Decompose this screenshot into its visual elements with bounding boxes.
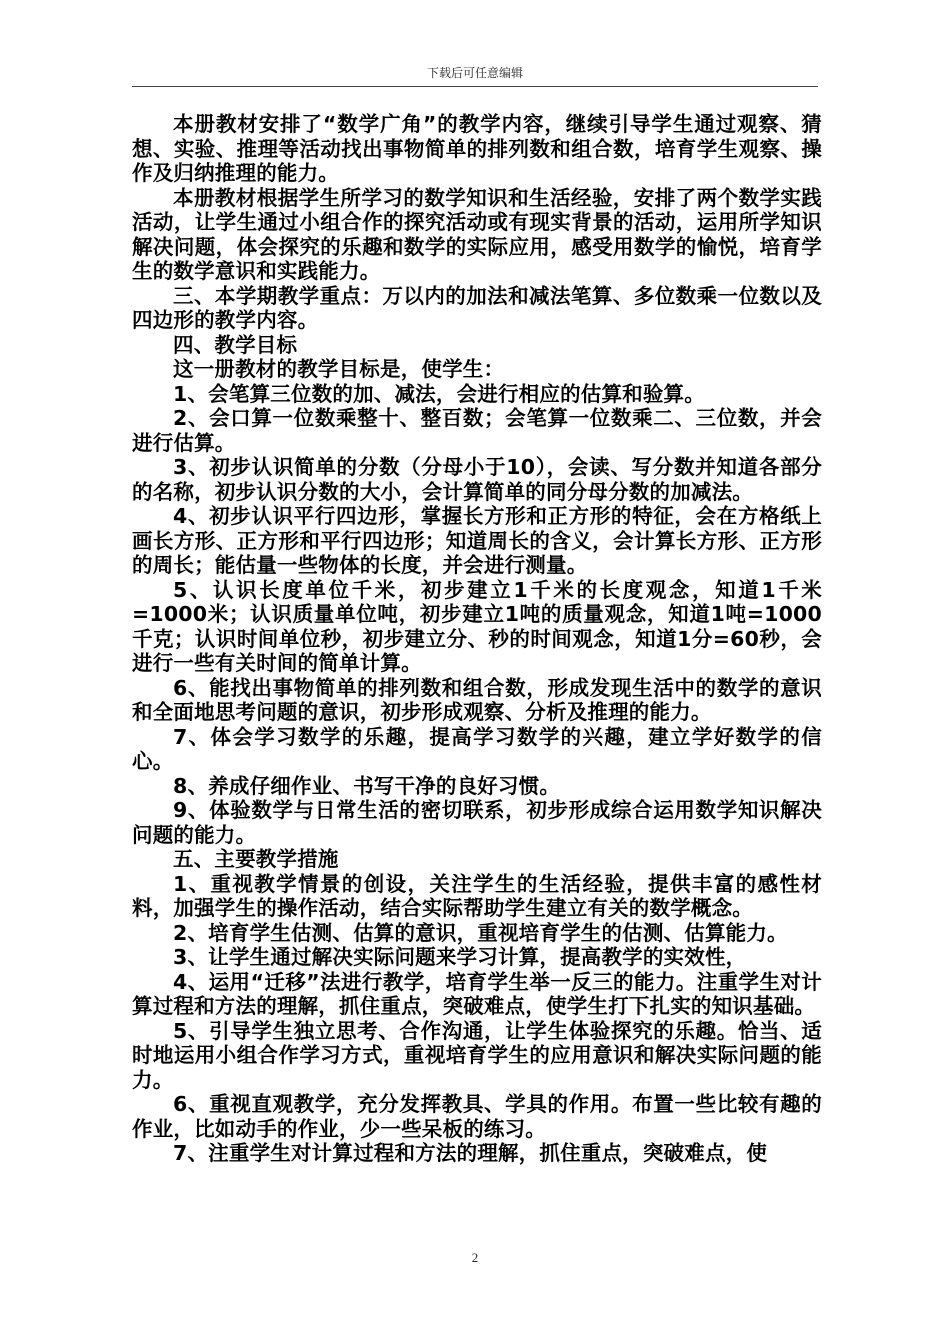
list-item: 9、体验数学与日常生活的密切联系，初步形成综合运用数学知识解决问题的能力。 bbox=[132, 798, 822, 847]
page-number: 2 bbox=[471, 1250, 479, 1265]
list-item: 3、初步认识简单的分数（分母小于10），会读、写分数并知道各部分的名称，初步认识分数的大小，会计算简单的同分母分数的加减法。 bbox=[132, 455, 822, 504]
page-header: 下载后可任意编辑 bbox=[426, 66, 523, 80]
paragraph: 这一册教材的教学目标是，使学生： bbox=[173, 357, 505, 381]
header-divider bbox=[132, 86, 818, 87]
list-item: 3、让学生通过解决实际问题来学习计算，提高教学的实效性， bbox=[173, 945, 747, 969]
list-item: 2、培育学生估测、估算的意识，重视培育学生的估测、估算能力。 bbox=[173, 920, 788, 945]
section-heading: 四、教学目标 bbox=[173, 332, 298, 357]
list-item: 7、体会学习数学的乐趣，提高学习数学的兴趣，建立学好数学的信心。 bbox=[132, 724, 822, 773]
document-body bbox=[132, 112, 822, 1166]
list-item: 6、能找出事物简单的排列数和组合数，形成发现生活中的数学的意识和全面地思考问题的意识，初步形成观察、分析及推理的能力。 bbox=[132, 675, 822, 724]
list-item: 5、认识长度单位千米，初步建立1千米的长度观念，知道1千米=1000米；认识质量单位吨，初步建立1吨的质量观念，知道1吨=1000千克；认识时间单位秒，初步建立分、秒的时间观念，知道1分=60秒，会进行一些有关时间的简单计算。 bbox=[132, 577, 822, 675]
paragraph: 本册教材根据学生所学习的数学知识和生活经验，安排了两个数学实践活动，让学生通过小组合作的探究活动或有现实背景的活动，运用所学知识解决问题，体会探究的乐趣和数学的实际应用，感受用数学的愉悦，培育学生的数学意识和实践能力。 bbox=[132, 185, 822, 283]
list-item: 6、重视直观教学，充分发挥教具、学具的作用。布置一些比较有趣的作业，比如动手的作业，少一些呆板的练习。 bbox=[132, 1092, 822, 1141]
section-heading: 五、主要教学措施 bbox=[173, 847, 339, 871]
list-item: 2、会口算一位数乘整十、整百数；会笔算一位数乘二、三位数，并会进行估算。 bbox=[132, 406, 822, 455]
list-item: 8、养成仔细作业、书写干净的良好习惯。 bbox=[173, 773, 561, 798]
list-item: 7、注重学生对计算过程和方法的理解，抓住重点，突破难点，使 bbox=[173, 1141, 768, 1165]
list-item: 1、重视教学情景的创设，关注学生的生活经验，提供丰富的感性材料，加强学生的操作活动，结合实际帮助学生建立有关的数学概念。 bbox=[132, 871, 822, 920]
list-item: 5、引导学生独立思考、合作沟通，让学生体验探究的乐趣。恰当、适时地运用小组合作学习方式，重视培育学生的应用意识和解决实际问题的能力。 bbox=[132, 1018, 822, 1092]
list-item: 4、初步认识平行四边形，掌握长方形和正方形的特征，会在方格纸上画长方形、正方形和平行四边形；知道周长的含义，会计算长方形、正方形的周长；能估量一些物体的长度，并会进行测量。 bbox=[132, 504, 822, 577]
list-item: 1、会笔算三位数的加、减法，会进行相应的估算和验算。 bbox=[173, 381, 705, 406]
paragraph: 本册教材安排了“数学广角”的教学内容，继续引导学生通过观察、猜想、实验、推理等活动找出事物简单的排列数和组合数，培育学生观察、操作及归纳推理的能力。 bbox=[132, 112, 822, 185]
list-item: 4、运用“迁移”法进行教学，培育学生举一反三的能力。注重学生对计算过程和方法的理解，抓住重点，突破难点，使学生打下扎实的知识基础。 bbox=[132, 969, 822, 1018]
paragraph: 三、本学期教学重点：万以内的加法和减法笔算、多位数乘一位数以及四边形的教学内容。 bbox=[132, 283, 822, 332]
